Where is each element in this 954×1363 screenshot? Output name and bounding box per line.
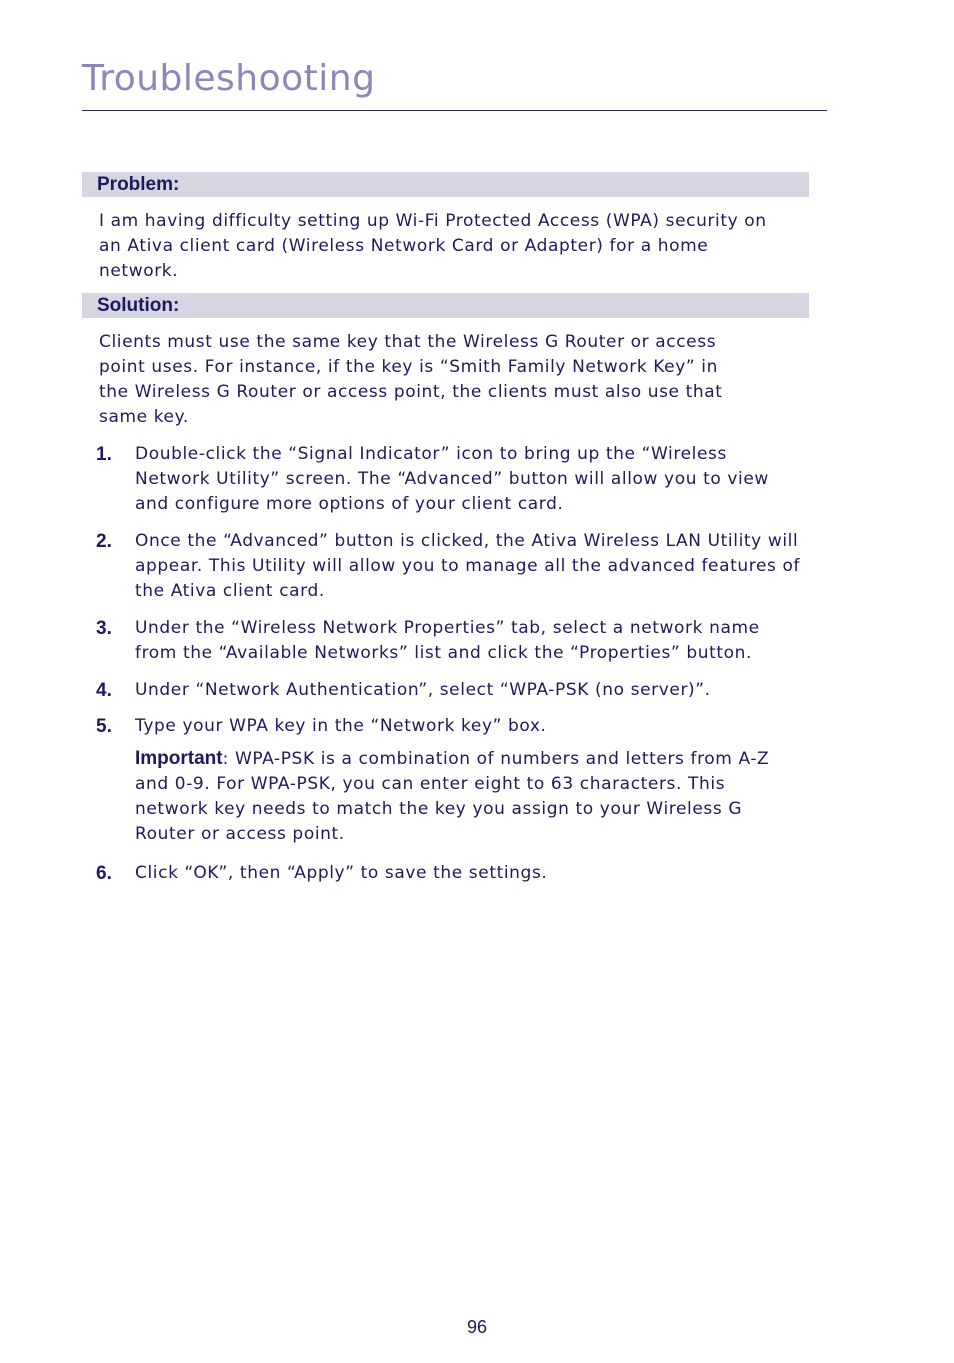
title-divider — [82, 110, 827, 111]
step-text: Under “Network Authentication”, select “WPA-PSK (no server)”. — [135, 680, 711, 700]
solution-label: Solution: — [97, 295, 180, 316]
step-text: Click “OK”, then “Apply” to save the settings. — [135, 863, 548, 883]
step-text: Once the “Advanced” button is clicked, the Ativa Wireless LAN Utility will appear. This Utility will allow you to manage all the advanced features of the Ativa client card. — [135, 531, 801, 601]
problem-text: I am having difficulty setting up Wi-Fi Protected Access (WPA) security on an Ativa client card (Wireless Network Card or Adapter) for a home network. — [99, 211, 767, 281]
step-text: Type your WPA key in the “Network key” box. — [135, 716, 547, 736]
step-number: 2. — [96, 531, 112, 552]
step-number: 1. — [96, 444, 112, 465]
problem-header-bar — [82, 172, 809, 197]
solution-header-bar — [82, 293, 809, 318]
step-number: 6. — [96, 863, 112, 884]
step-number: 5. — [96, 716, 112, 737]
important-note — [135, 746, 795, 847]
step-number: 4. — [96, 680, 112, 701]
important-label: Important — [135, 748, 223, 769]
page-number: 96 — [466, 1317, 488, 1337]
problem-label: Problem: — [97, 174, 180, 195]
page-title: Troubleshooting — [82, 58, 376, 99]
step-number: 3. — [96, 618, 112, 639]
step-text: Double-click the “Signal Indicator” icon to bring up the “Wireless Network Utility” screen. The “Advanced” button will allow you to view and configure more options of your client card. — [135, 444, 769, 514]
solution-text: Clients must use the same key that the Wireless G Router or access point uses. For instance, if the key is “Smith Family Network Key” in the Wireless G Router or access point, the clients must also use that same key. — [99, 332, 723, 427]
important-text: : WPA-PSK is a combination of numbers and letters from A-Z and 0-9. For WPA-PSK, you can enter eight to 63 characters. This network key needs to match the key you assign to your Wireless G Router or access point. — [135, 749, 770, 844]
step-text: Under the “Wireless Network Properties” tab, select a network name from the “Available Networks” list and click the “Properties” button. — [135, 618, 760, 663]
